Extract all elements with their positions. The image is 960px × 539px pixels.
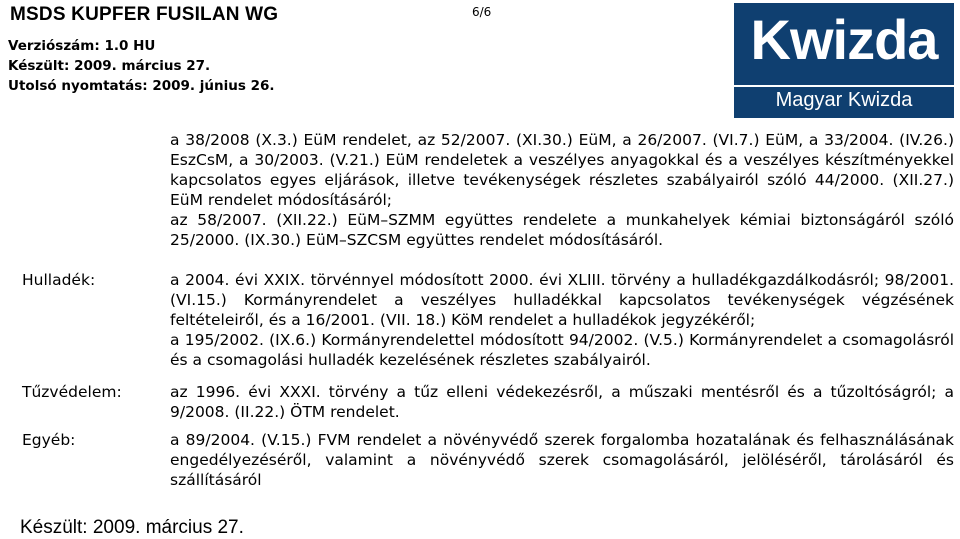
printed-line: Utolsó nyomtatás: 2009. június 26.: [8, 78, 275, 94]
page-number: 6/6: [472, 5, 492, 19]
footer-created: Készült: 2009. március 27.: [20, 517, 244, 538]
fire-label: Tűzvédelem:: [22, 383, 122, 401]
created-line: Készült: 2009. március 27.: [8, 58, 211, 74]
company-title: MSDS KUPFER FUSILAN WG: [10, 4, 279, 25]
logo-name: Kwizda: [750, 8, 938, 71]
other-section: [170, 430, 954, 490]
fire-paragraph-1: az 1996. évi XXXI. törvény a tűz elleni védekezésről, a műszaki mentésről és a tűzoltóságról; a 9/2008. (II.22.) ÖTM rendelet.: [170, 383, 954, 421]
waste-label: Hulladék:: [22, 271, 96, 289]
document-meta: [8, 36, 274, 96]
intro-paragraph-2: az 58/2007. (XII.22.) EüM–SZMM együttes rendelete a munkahelyek kémiai biztonságáról szóló 25/2000. (IX.30.) EüM–SZCSM együttes rendelet módosításáról.: [170, 211, 954, 249]
intro-paragraph-1: a 38/2008 (X.3.) EüM rendelet, az 52/2007. (XI.30.) EüM, a 26/2007. (VI.7.) EüM, a 33/2004. (IV.26.) EszCsM, a 30/2003. (V.21.) EüM rendeletek a veszélyes anyagokkal és a veszélyes készítményekkel kapcsolatos egyes eljárások, illetve tevékenységek részletes szabályairól szóló 44/2000. (XII.27.) EüM rendelet módosításáról;: [170, 131, 954, 209]
waste-section: [170, 270, 954, 370]
intro-section: [170, 130, 954, 250]
other-paragraph-1: a 89/2004. (V.15.) FVM rendelet a növényvédő szerek forgalomba hozatalának és felhasználásának engedélyezéséről, valamint a növényvédő szerek csomagolásáról, jelöléséről, tárolásáról és szállításáról: [170, 431, 954, 489]
waste-paragraph-1: a 2004. évi XXIX. törvénnyel módosított 2000. évi XLIII. törvény a hulladékgazdálkodásról; 98/2001.(VI.15.) Kormányrendelet a veszélyes hulladékkal kapcsolatos tevékenységek végzésének feltételeiről, és a 16/2001. (VII. 18.) KöM rendelet a hulladékok jegyzékéről;: [170, 271, 954, 329]
other-label: Egyéb:: [22, 431, 76, 449]
version-line: Verziószám: 1.0 HU: [8, 38, 156, 54]
logo-subtitle: Magyar Kwizda: [775, 89, 913, 111]
kwizda-logo: [734, 3, 954, 118]
fire-section: [170, 382, 954, 422]
waste-paragraph-2: a 195/2002. (IX.6.) Kormányrendelettel módosított 94/2002. (V.5.) Kormányrendelet a csomagolásról és a csomagolási hulladék kezelésének részletes szabályairól.: [170, 331, 954, 369]
